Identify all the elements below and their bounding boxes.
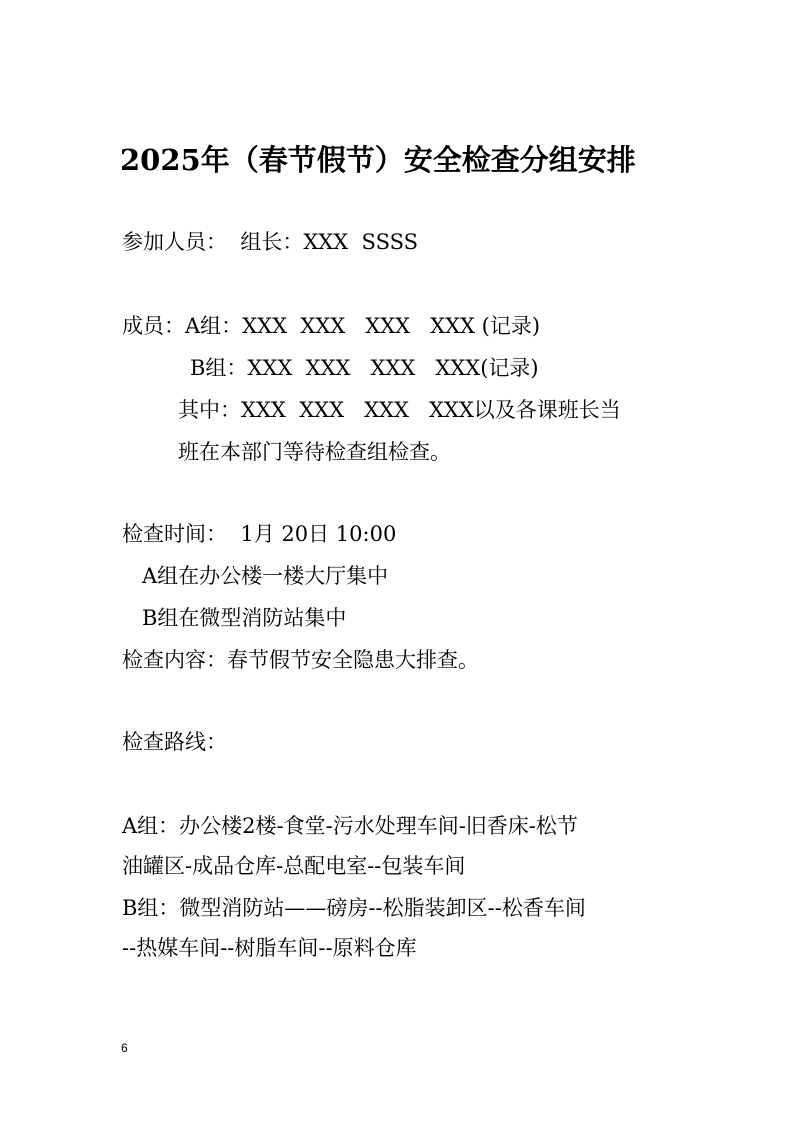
- participants-line: 参加人员： 组长：XXX SSSS: [122, 230, 418, 254]
- members-others-line2: 班在本部门等待检查组检查。: [178, 440, 451, 464]
- b-group-assembly: B组在微型消防站集中: [142, 606, 347, 630]
- a-group-assembly: A组在办公楼一楼大厅集中: [142, 564, 389, 588]
- route-a-line2: 油罐区-成品仓库-总配电室--包装车间: [122, 854, 466, 878]
- members-others-line1: 其中：XXX XXX XXX XXX以及各课班长当: [178, 398, 621, 422]
- page-number: 6: [121, 1041, 128, 1055]
- route-b-line1: B组：微型消防站——磅房--松脂装卸区--松香车间: [122, 896, 586, 920]
- route-b-line2: --热媒车间--树脂车间--原料仓库: [122, 936, 417, 960]
- members-a-group: 成员：A组：XXX XXX XXX XXX (记录): [122, 314, 541, 338]
- members-b-group: B组：XXX XXX XXX XXX(记录): [190, 356, 539, 380]
- document-title: 2025年（春节假节）安全检查分组安排: [120, 143, 636, 177]
- check-content: 检查内容：春节假节安全隐患大排查。: [122, 648, 479, 672]
- check-time: 检查时间： 1月 20日 10:00: [122, 522, 397, 546]
- route-a-line1: A组：办公楼2楼-食堂-污水处理车间-旧香床-松节: [122, 814, 578, 838]
- route-heading: 检查路线：: [122, 730, 227, 754]
